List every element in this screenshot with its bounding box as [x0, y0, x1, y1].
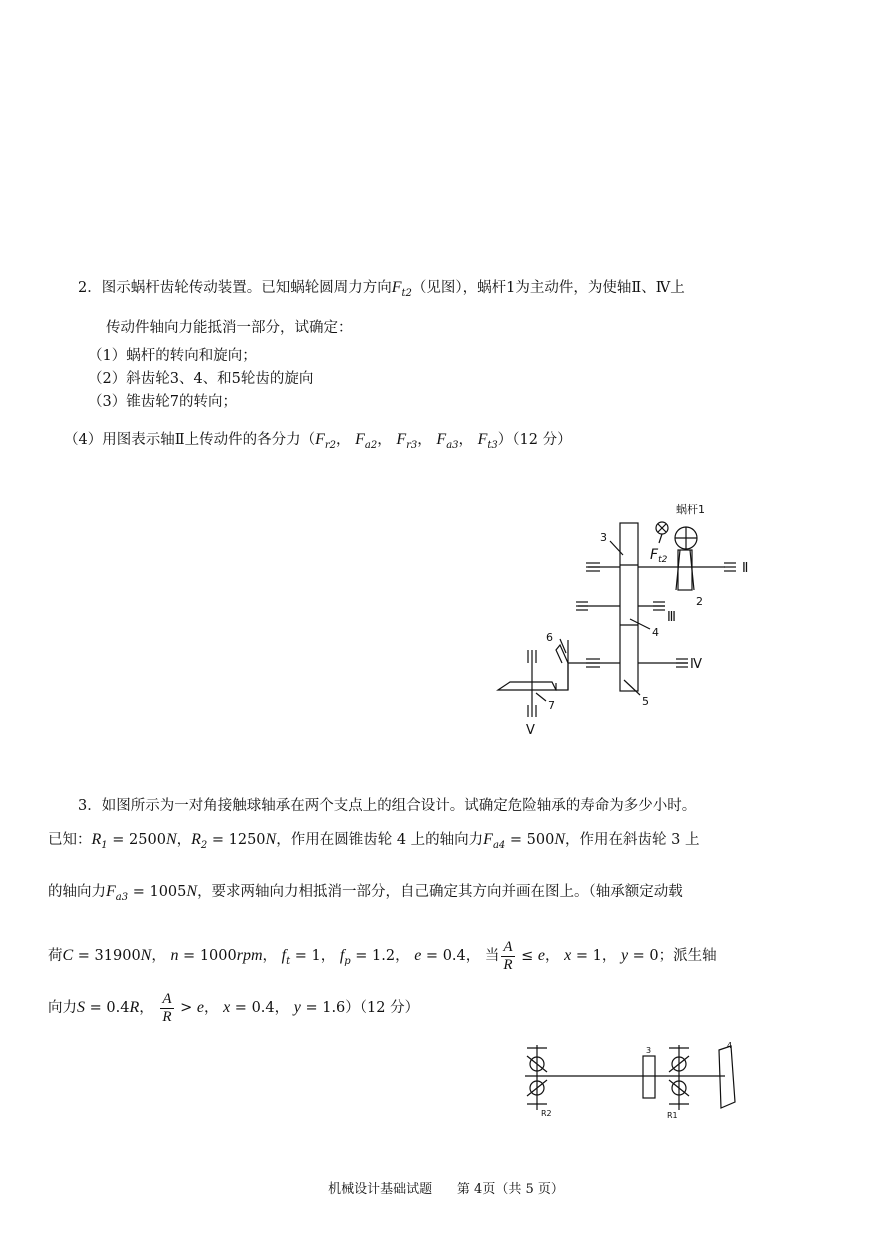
q2-item1: （1）蜗杆的转向和旋向； — [88, 348, 257, 364]
q2-line1: 2．图示蜗杆齿轮传动装置。已知蜗轮圆周力方向$F_{t2}$（见图），蜗杆1为主动件，为使轴Ⅱ、Ⅳ上 — [78, 279, 685, 299]
q3-line1: 3．如图所示为一对角接触球轴承在两个支点上的组合设计。试确定危险轴承的寿命为多少小时。 — [78, 798, 697, 814]
q3-line3: 的轴向力$F_{a3} = 1005N$，要求两轴向力相抵消一部分，自己确定其方向并画在图上。（轴承额定动载 — [48, 883, 683, 903]
label-shaft-II: Ⅱ — [742, 561, 749, 576]
label-4: 4 — [727, 1041, 733, 1050]
helical-gear-3 — [643, 1056, 655, 1098]
q3-line4: 荷C = 31900N， n = 1000rpm， $f_t = 1$， $f_p = 1.2$， e = 0.4， 当 $\frac{A}{R}$ ≤ e， x = 1， y = 0；派生轴 — [48, 938, 717, 973]
bearing-diagram — [515, 1040, 755, 1120]
bevel-gear-6 — [556, 645, 588, 690]
label-4: 4 — [652, 626, 659, 639]
q2-item4: （4）用图表示轴Ⅱ上传动件的各分力（$F_{r2}$， $F_{a2}$， $F_{r3}$， $F_{a3}$， $F_{t3})(12$ 分） — [64, 431, 572, 451]
q2-line2: 传动件轴向力能抵消一部分，试确定： — [106, 320, 353, 336]
fraction-a-over-r: $\frac{A}{R}$ — [503, 938, 513, 973]
label-7: 7 — [548, 699, 555, 712]
q2-item2: （2）斜齿轮3、4、和5轮齿的旋向 — [88, 371, 314, 387]
label-R2: R2 — [541, 1109, 552, 1118]
bevel-gear-4 — [719, 1046, 735, 1108]
label-shaft-V: Ⅴ — [526, 723, 535, 738]
label-worm: 蜗杆1 — [676, 503, 705, 516]
transmission-diagram — [490, 495, 780, 745]
q3-line5: 向力S = 0.4R， $\frac{A}{R}$ > e， x = 0.4， y = 1.6）（12 分） — [48, 990, 420, 1025]
q2-item3: （3）锥齿轮7的转向； — [88, 394, 237, 410]
bevel-gear-7 — [498, 682, 556, 690]
gear-column — [620, 523, 638, 691]
label-3: 3 — [646, 1046, 652, 1055]
label-3: 3 — [600, 531, 607, 544]
label-6: 6 — [546, 631, 553, 644]
label-shaft-IV: Ⅳ — [690, 657, 702, 672]
page-footer: 机械设计基础试题 第 4页（共 5 页） — [328, 1182, 564, 1197]
label-R1: R1 — [667, 1111, 678, 1120]
fraction-a-over-r-2: $\frac{A}{R}$ — [162, 990, 172, 1025]
label-shaft-III: Ⅲ — [667, 610, 676, 625]
q3-line2: 已知：$R_1 = 2500N$，$R_2 = 1250N$，作用在圆锥齿轮 4 上的轴向力$F_{a4} = 500N$，作用在斜齿轮 3 上 — [48, 831, 700, 851]
label-ft2: $F_{t2}$ — [650, 547, 668, 565]
bearing-marks-II — [586, 563, 600, 571]
label-5: 5 — [642, 695, 649, 708]
worm-wheel — [678, 550, 692, 590]
label-2: 2 — [696, 595, 703, 608]
